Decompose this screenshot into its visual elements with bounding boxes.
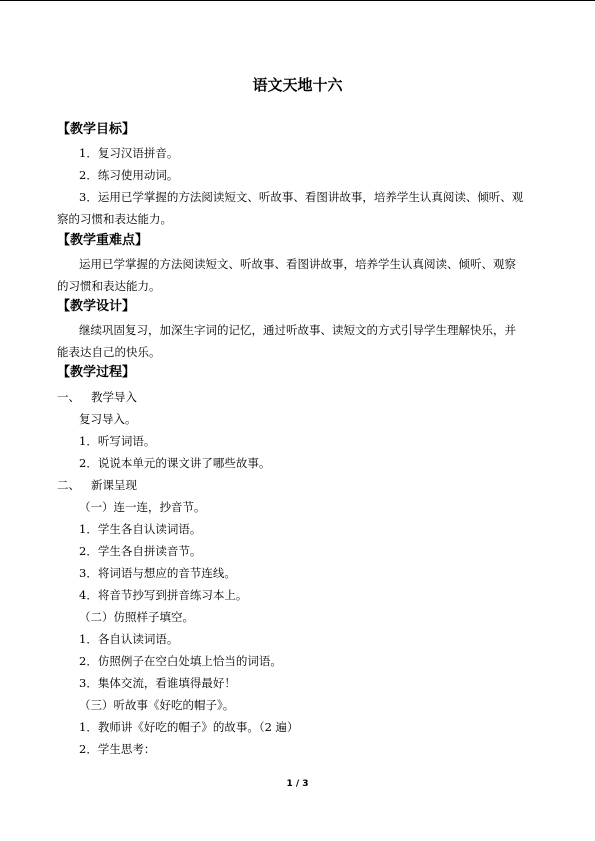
objective-item: 2．练习使用动词。 xyxy=(79,168,179,182)
process-line: 1．各自认读词语。 xyxy=(79,632,179,646)
process-line: 2．学生思考： xyxy=(79,742,156,756)
process-line: 1．学生各自认读词语。 xyxy=(79,522,202,536)
process-part2-title: 新课呈现 xyxy=(91,478,137,492)
objective-item: 察的习惯和表达能力。 xyxy=(57,212,172,226)
key-points-heading: 【教学重难点】 xyxy=(57,233,149,248)
process-part1-title: 教学导入 xyxy=(91,390,137,404)
objectives-heading: 【教学目标】 xyxy=(57,122,136,137)
process-line: 2．仿照例子在空白处填上恰当的词语。 xyxy=(79,654,282,668)
page-title: 语文天地十六 xyxy=(252,76,343,94)
process-line: （一）连一连，抄音节。 xyxy=(79,500,206,514)
process-line: 1．教师讲《好吃的帽子》的故事。（2 遍） xyxy=(79,720,299,734)
process-line: 2．说说本单元的课文讲了哪些故事。 xyxy=(79,456,271,470)
header-rule xyxy=(0,0,595,1)
process-line: 2．学生各自拼读音节。 xyxy=(79,544,202,558)
page-number: 1 / 3 xyxy=(286,779,309,789)
key-points-line: 运用已学掌握的方法阅读短文、听故事、看图讲故事，培养学生认真阅读、倾听、观察 xyxy=(79,257,516,271)
design-line: 能表达自己的快乐。 xyxy=(57,345,161,359)
process-heading: 【教学过程】 xyxy=(57,365,136,380)
design-line: 继续巩固复习，加深生字词的记忆，通过听故事、读短文的方式引导学生理解快乐，并 xyxy=(79,323,516,337)
process-line: 3．将词语与想应的音节连线。 xyxy=(79,566,236,580)
process-line: 4．将音节抄写到拼音练习本上。 xyxy=(79,588,248,602)
process-part2-label: 二、 xyxy=(57,478,80,492)
design-heading: 【教学设计】 xyxy=(57,299,136,314)
key-points-line: 的习惯和表达能力。 xyxy=(57,279,161,293)
process-line: 1．听写词语。 xyxy=(79,434,156,448)
process-part1-label: 一、 xyxy=(57,390,80,404)
objective-item: 1．复习汉语拼音。 xyxy=(79,146,179,160)
process-line: （三）听故事《好吃的帽子》。 xyxy=(79,698,235,712)
process-line: 3．集体交流，看谁填得最好！ xyxy=(79,676,236,690)
process-line: （二）仿照样子填空。 xyxy=(79,610,194,624)
process-line: 复习导入。 xyxy=(79,412,137,426)
objective-item: 3．运用已学掌握的方法阅读短文、听故事、看图讲故事，培养学生认真阅读、倾听、观 xyxy=(79,190,524,204)
